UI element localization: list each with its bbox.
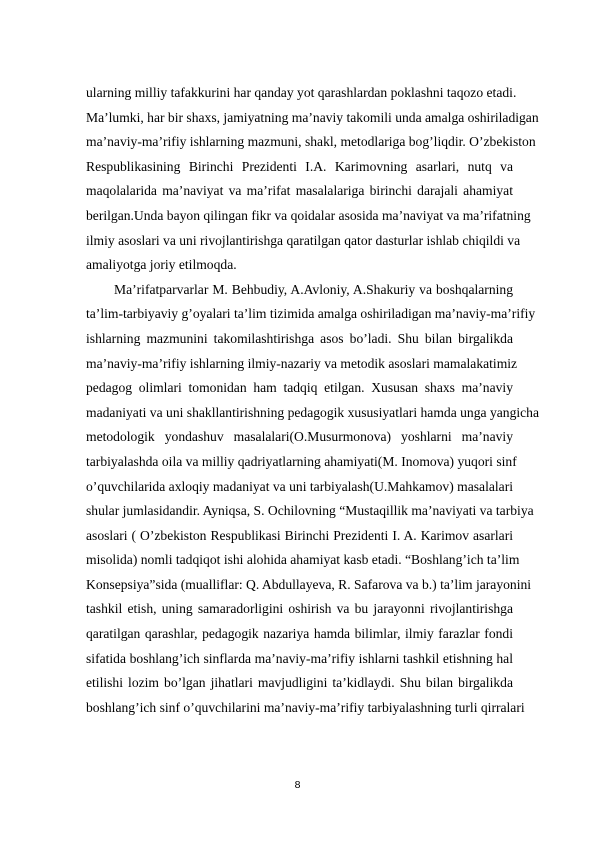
text-line: Respublikasining Birinchi Prezidenti I.A. Karimovning asarlari, nutq va [86,158,513,174]
text-line: pedagog olimlari tomonidan ham tadqiq etilgan. Xususan shaxs ma’naviy [86,380,513,396]
text-line: berilgan.Unda bayon qilingan fikr va qoidalar asosida ma’naviyat va ma’rifatning [86,207,531,223]
text-line: ma’naviy-ma’rifiy ishlarning ilmiy-nazariy va metodik asoslari mamalakatimiz [86,355,518,371]
text-line: qaratilgan qarashlar, pedagogik nazariya hamda bilimlar, ilmiy farazlar fondi [86,626,513,642]
text-line: maqolalarida ma’naviyat va ma’rifat masalalariga birinchi darajali ahamiyat [86,183,513,199]
text-line: ilmiy asoslari va uni rivojlantirishga qaratilgan qator dasturlar ishlab chiqildi va [86,232,521,248]
text-line: tashkil etish, uning samaradorligini oshirish va bu jarayonni rivojlantirishga [86,601,513,617]
text-line: misolida) nomli tadqiqot ishi alohida ahamiyat kasb etadi. “Boshlang’ich ta’lim [86,552,520,568]
text-line: Ma’rifatparvarlar M. Behbudiy, A.Avloniy, A.Shakuriy va boshqalarning [114,281,513,297]
text-line: Ma’lumki, har bir shaxs, jamiyatning ma’naviy takomili unda amalga oshiriladigan [86,109,539,125]
text-line: ularning milliy tafakkurini har qanday yot qarashlardan poklashni taqozo etadi. [86,85,517,100]
page-number: 8 [294,779,301,791]
text-line: Konsepsiya”sida (mualliflar: Q. Abdullayeva, R. Safarova va b.) ta’lim jarayonini [86,576,532,592]
text-line: etilishi lozim bo’lgan jihatlari mavjudligini ta’kidlaydi. Shu bilan birgalikda [86,675,513,691]
text-line: ta’lim-tarbiyaviy g’oyalari ta’lim tizimida amalga oshiriladigan ma’naviy-ma’rifiy [86,306,536,322]
text-line: boshlang’ich sinf o’quvchilarini ma’naviy-ma’rifiy tarbiyalashning turli qirralari [86,699,525,715]
text-line: o’quvchilarida axloqiy madaniyat va uni tarbiyalash(U.Mahkamov) masalalari [86,478,513,494]
text-line: amaliyotga joriy etilmoqda. [86,257,237,273]
text-line: sifatida boshlang’ich sinflarda ma’naviy-ma’rifiy ishlarni tashkil etishning hal [86,650,513,666]
text-line: ishlarning mazmunini takomilashtirishga asos bo’ladi. Shu bilan birgalikda [86,330,513,346]
text-line: ma’naviy-ma’rifiy ishlarning mazmuni, shakl, metodlariga bog’liqdir. O’zbekiston [86,134,536,150]
text-line: metodologik yondashuv masalalari(O.Musurmonova) yoshlarni ma’naviy [86,429,513,445]
text-line: asoslari ( O’zbekiston Respublikasi Birinchi Prezidenti I. A. Karimov asarlari [86,527,513,543]
text-line: madaniyati va uni shakllantirishning pedagogik xususiyatlari hamda unga yangicha [86,404,540,420]
text-line: shular jumlasidandir. Ayniqsa, S. Ochilovning “Mustaqillik ma’naviyati va tarbiya [86,503,534,519]
text-line: tarbiyalashda oila va milliy qadriyatlarning ahamiyati(M. Inomova) yuqori sinf [86,453,517,469]
paragraph-1 [86,81,539,278]
paragraph-2 [86,278,540,721]
document-body [86,81,540,720]
